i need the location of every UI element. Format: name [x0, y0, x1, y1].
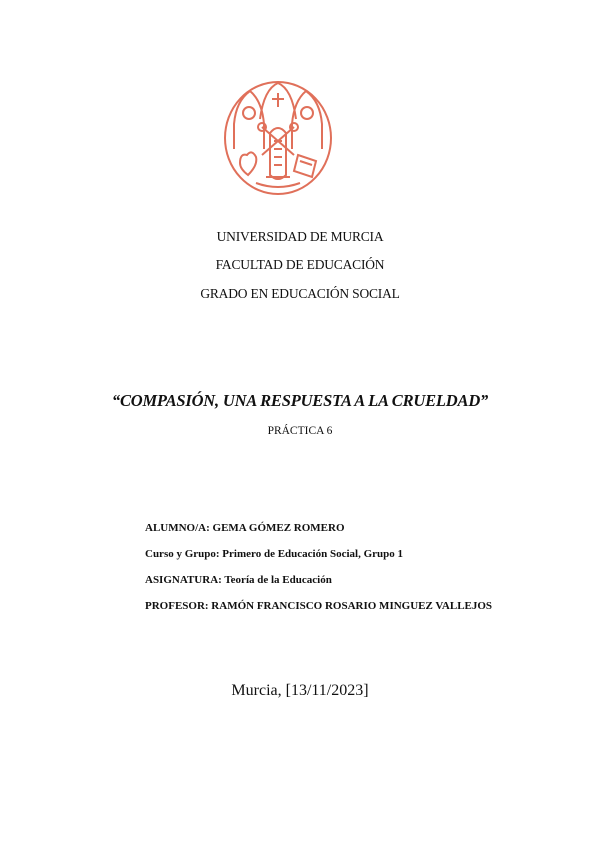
course-group-line: Curso y Grupo: Primero de Educación Social, Grupo 1: [145, 548, 403, 560]
document-title: “COMPASIÓN, UNA RESPUESTA A LA CRUELDAD”: [111, 391, 489, 410]
degree-name: GRADO EN EDUCACIÓN SOCIAL: [200, 286, 400, 301]
faculty-name: FACULTAD DE EDUCACIÓN: [215, 257, 385, 272]
place-date: Murcia, [13/11/2023]: [231, 682, 369, 699]
subject-line: ASIGNATURA: Teoría de la Educación: [145, 574, 332, 586]
student-line: ALUMNO/A: GEMA GÓMEZ ROMERO: [145, 522, 345, 534]
professor-line: PROFESOR: RAMÓN FRANCISCO ROSARIO MINGUEZ VALLEJOS: [145, 600, 493, 612]
university-seal-icon: [222, 79, 334, 197]
document-subtitle: PRÁCTICA 6: [267, 425, 333, 437]
university-name: UNIVERSIDAD DE MURCIA: [216, 229, 384, 244]
